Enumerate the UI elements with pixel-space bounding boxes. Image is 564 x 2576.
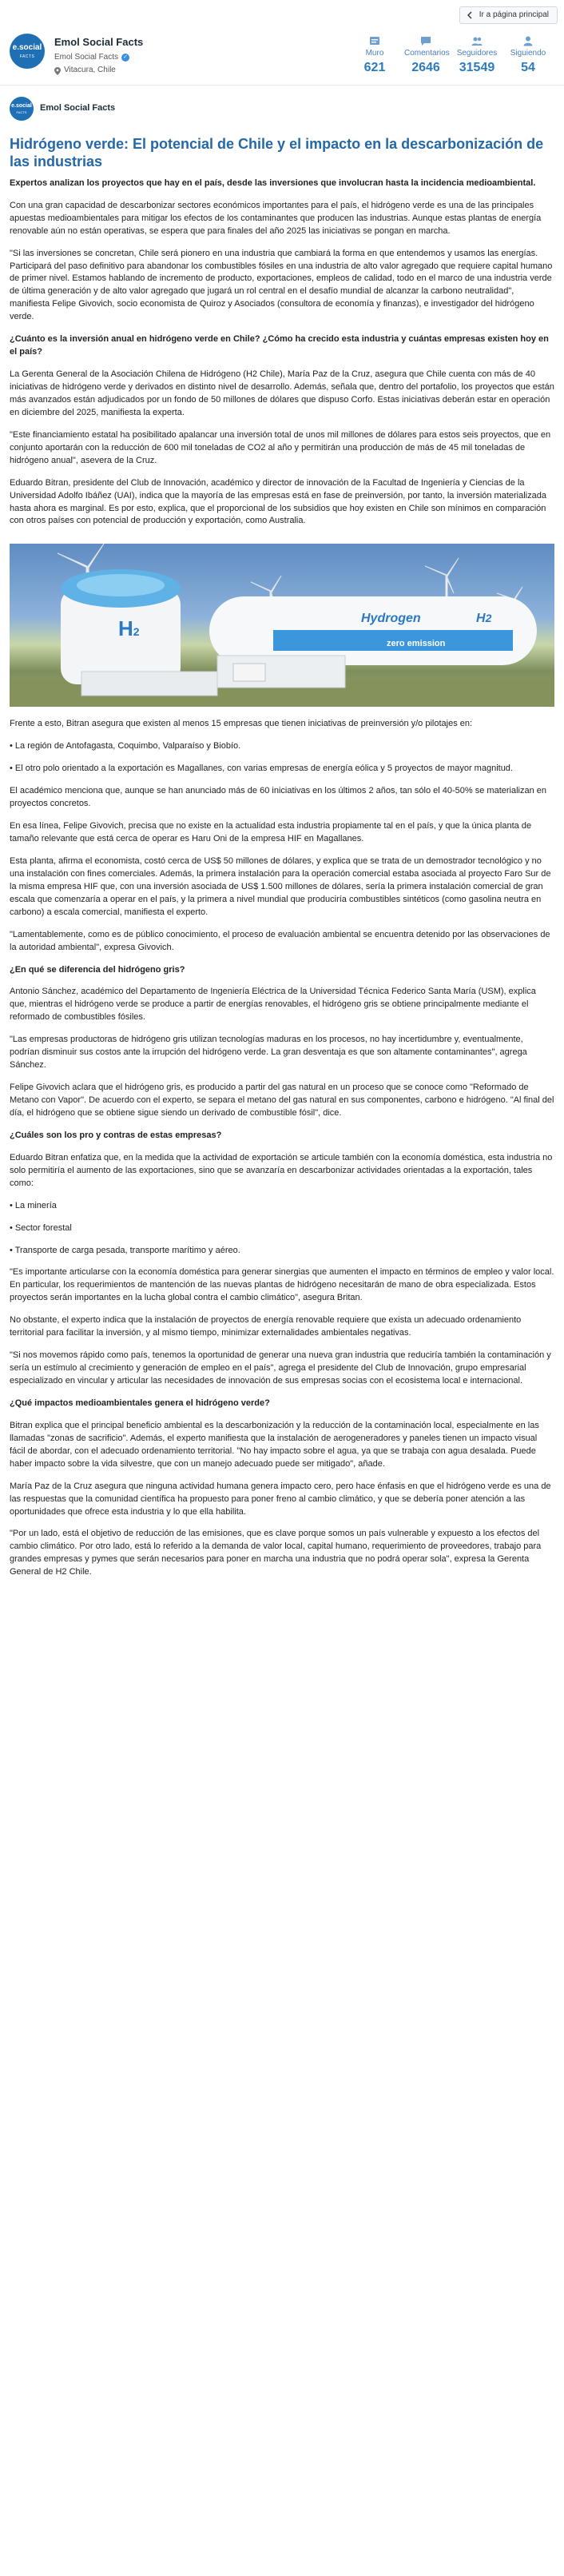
logo-subtext: FACTS — [19, 54, 35, 59]
logo-text: e.social — [11, 102, 32, 109]
paragraph: "Las empresas productoras de hidrógeno gris utilizan tecnologías maduras en los procesos, no hay incertidumbre y, eventualmente, podrían disminuir sus costos ante la irrupción del hidrógeno verde. La gran desventaja es que son altamente contaminantes", agrega Sánchez. — [10, 1035, 527, 1071]
paragraph: La Gerenta General de la Asociación Chilena de Hidrógeno (H2 Chile), María Paz de la Cruz, asegura que Chile cuenta con más de 40 iniciativas de hidrógeno verde y derivados en distinto nivel de desarrollo. Además, señala que, dentro del portafolio, los proyectos que están más avanzados están adjudicados por un fondo de 50 millones de dólares que dispuso Corfo. Estas iniciativas deberán estar en operación en diciembre del 2025, manifiesta la experta. — [10, 369, 554, 417]
location-pin-icon — [54, 67, 61, 75]
h2-label — [118, 614, 140, 644]
profile-logo[interactable] — [10, 34, 45, 69]
paragraph: Antonio Sánchez, académico del Departamento de Ingeniería Eléctrica de la Universidad Técnica Federico Santa María (USM), explica que, mientras el hidrógeno verde se produce a partir de energías renovables, el hidrógeno gris se obtiene principalmente mediante el reformado de combustibles fósiles. — [10, 987, 536, 1023]
paragraph: "Lamentablemente, como es de público conocimiento, el proceso de evaluación ambiental se encuentra detenido por las observaciones de la autoridad ambiental", expresa Givovich. — [10, 929, 550, 952]
paragraph: "Si las inversiones se concretan, Chile será pionero en una industria que cambiará la forma en que entendemos y usamos las energías. Participará del paso definitivo para abandonar los combustibles fósiles en una industria de alto valor agregado que requiere capital humano de primer nivel. Estamos hablando de incremento de producto, exportaciones, empleos de calidad, todo en el marco de una industria verde de última generación y de alto valor agregado que jugará un rol central en el desafío mundial de alcanzar la carbono neutralidad", manifiesta Felipe Givovich, socio economista de Quiroz y Asociados (consultora de economía y finanzas), e investigador del hidrógeno verde. — [10, 248, 553, 322]
article-lede: Expertos analizan los proyectos que hay en el país, desde las inversiones que involucran hasta la incidencia medioambiental. — [10, 177, 536, 188]
paragraph: Felipe Givovich aclara que el hidrógeno gris, es producido a partir del gas natural en un proceso que se conoce como "Reformado de Metano con Vapor". De acuerdo con el experto, se separa el metano del gas natural en sus componentes, carbono e hidrógeno. "Al final del día, el hidrógeno que se obtiene sigue siendo un derivado de combustible fósil", dice. — [10, 1083, 554, 1118]
followers-icon — [471, 35, 483, 46]
paragraph: El académico menciona que, aunque se han anunciado más de 60 iniciativas en los últimos 2 años, tan sólo el 40-50% se materializan en proyectos concretos. — [10, 786, 547, 809]
paragraph: "Este financiamiento estatal ha posibilitado apalancar una inversión total de unos mil millones de dólares para estos seis proyectos, que en conjunto aportarán con la reducción de 600 mil toneladas de CO2 al año y permitirán una producción de más de 45 mil toneladas de hidrógeno anual", asevera de la Cruz. — [10, 429, 551, 465]
post-author-avatar[interactable] — [10, 97, 34, 121]
article — [0, 127, 564, 1605]
hydrogen-illustration — [10, 544, 554, 707]
logo-subtext: FACTS — [16, 110, 27, 115]
tank-h-text: H — [476, 612, 486, 626]
paragraph: Frente a esto, Bitran asegura que existen al menos 15 empresas que tienen iniciativas de preinversión y/o pilotajes en: — [10, 719, 473, 729]
section-question: ¿Cuánto es la inversión anual en hidrógeno verde en Chile? ¿Cómo ha crecido esta industria y cuántas empresas existen hoy en el país? — [10, 334, 549, 357]
article-body-part2 — [10, 718, 554, 1579]
stat-value: 31549 — [459, 60, 495, 74]
stat-value: 2646 — [411, 60, 440, 74]
article-body-part1 — [10, 200, 554, 528]
stat-label: Seguidores — [456, 49, 498, 58]
paragraph: • La región de Antofagasta, Coquimbo, Valparaíso y Biobío. — [10, 741, 241, 752]
paragraph: • La minería — [10, 1200, 57, 1210]
profile-location: Vitacura, Chile — [64, 66, 116, 75]
paragraph: "Por un lado, está el objetivo de reducción de las emisiones, que es clave porque somos un país vulnerable y expuesto a los efectos del cambio climático. Por otro lado, está lo referido a la demanda de valor local, capital humano, requerimiento de proveedores, trabajo para grandes empresas y pymes que serán necesarios para poner en marcha una industria que no podrá operar sola", expresa la Gerenta General de H2 Chile. — [10, 1529, 542, 1577]
stat-value: 54 — [521, 60, 535, 74]
logo-text: e.social — [12, 43, 42, 53]
paragraph: No obstante, el experto indica que la instalación de proyectos de energía renovable requiere que exista un adecuado ordenamiento territorial para facilitar la inversión, y al mismo tiempo, minimizar externalidades ambientales negativas. — [10, 1315, 522, 1338]
section-question: ¿Cuáles son los pro y contras de estas empresas? — [10, 1130, 222, 1140]
profile-header — [0, 29, 564, 86]
comments-icon — [420, 35, 431, 46]
profile-stats — [353, 35, 550, 75]
following-icon — [522, 35, 534, 46]
stat-label: Muro — [365, 49, 384, 58]
profile-handle-row — [54, 52, 143, 64]
stat-wall[interactable] — [353, 35, 396, 75]
paragraph: En esa línea, Felipe Givovich, precisa que no existe en la actualidad esta industria propiamente tal en el país, y que la única planta de tamaño relevante que está cerca de operar es Haru Oni de la empresa HIF en Magallanes. — [10, 821, 532, 844]
h2-text: H — [118, 616, 133, 641]
paragraph: "Es importante articularse con la economía doméstica para generar sinergias que aumenten el impacto en términos de empleo y valor local. En particular, los requerimientos de mantención de las nuevas plantas de hidrógeno necesitarán de mano de obra especializada. Estos proyectos serán importantes en la lucha global contra el cambio climático", asegura Britan. — [10, 1267, 554, 1303]
profile-name: Emol Social Facts — [54, 36, 144, 48]
paragraph: • Sector forestal — [10, 1222, 72, 1233]
profile-handle: Emol Social Facts — [54, 52, 119, 62]
paragraph: • Transporte de carga pesada, transporte marítimo y aéreo. — [10, 1245, 240, 1255]
tank-h-subscript: 2 — [485, 612, 492, 625]
post-author[interactable]: Emol Social Facts — [40, 102, 116, 113]
stat-comments[interactable] — [404, 35, 450, 75]
paragraph: "Si nos movemos rápido como país, tenemos la oportunidad de generar una nueva gran industria que reduciría también la contaminación y sería un estímulo al crecimiento y generación de empleo en el país", agrega el presidente del Club de Innovación, grupo empresarial especializado en vincular y articular las necesidades de innovación de sus empresas socias con el ecosistema local e internacional. — [10, 1350, 551, 1386]
stat-value: 621 — [363, 60, 386, 74]
paragraph: Eduardo Bitran enfatiza que, en la medida que la actividad de exportación se articule también con la economía doméstica, esta industria no solo permitiría el aumento de las exportaciones, sino que se avanzaría en descarbonizar actividades orientadas a la exportación, tales como: — [10, 1152, 553, 1188]
paragraph: • El otro polo orientado a la exportación es Magallanes, con varias empresas de energía eólica y 5 proyectos de mayor magnitud. — [10, 764, 513, 774]
paragraph: Esta planta, afirma el economista, costó cerca de US$ 50 millones de dólares, y explica que se trata de un demostrador tecnológico y no una instalación con fines comerciales. Además, la primera instalación para la operación comercial estaba asociada al proyecto Faro Sur de la misma empresa HIF que, con una inversión asociada de US$ 1.500 millones de dólares, sería la primera instalación comercial de gran escala que comenzaría a operar en el país, y la primera a nivel mundial que produciría combustibles sintéticos (como gasolina neutra en carbono) a escala comercial, manifiesta el experto. — [10, 855, 551, 917]
section-question: ¿En qué se diferencia del hidrógeno gris? — [10, 964, 185, 975]
zero-emission-label: zero emission — [387, 639, 446, 649]
profile-location-row — [54, 65, 143, 77]
post-header — [0, 86, 564, 127]
profile-info — [54, 35, 143, 77]
go-to-homepage-button[interactable] — [459, 6, 558, 24]
wall-icon — [369, 35, 380, 46]
paragraph: María Paz de la Cruz asegura que ninguna actividad humana genera impacto cero, pero hace énfasis en que el hidrógeno verde es una de las respuestas que la comunidad científica ha propuesto para poner freno al cambio climático, y que se debería poner atención a las oportunidades que ofrece esta industria y lo que ella habilita. — [10, 1481, 551, 1517]
hydrogen-tank-h2-label — [476, 609, 491, 628]
stat-followers[interactable] — [455, 35, 498, 75]
verified-icon: ✓ — [121, 54, 129, 62]
arrow-left-icon — [467, 11, 475, 19]
stat-following[interactable] — [506, 35, 550, 75]
paragraph: Bitran explica que el principal beneficio ambiental es la descarbonización y la reducción de la contaminación local, especialmente en las llamadas "zonas de sacrificio". Además, el experto manifiesta que la instalación de aerogeneradores y paneles tienen un impacto visual fácil de abordar, con el adecuado ordenamiento territorial. "No hay impacto sobre el agua, ya que se trabaja con agua desalada. Puede haber impacto sobre la vida silvestre, que con un manejo adecuado puede ser mitigado", añade. — [10, 1420, 539, 1469]
paragraph: Eduardo Bitran, presidente del Club de Innovación, académico y director de innovación de la Facultad de Ingeniería y Ciencias de la Universidad Adolfo Ibáñez (UAI), indica que la mayoría de las empresas está en fase de preinversión, por tanto, la inversión materializada hasta ahora es marginal. Es por esto, explica, que el proporcional de los subsidios que hoy existen en Chile son mínimos en comparación con otros países con potencial de producción y exportación, como Australia. — [10, 477, 546, 526]
stat-label: Siguiendo — [510, 49, 546, 58]
h2-subscript: 2 — [133, 625, 140, 639]
hydrogen-image — [10, 544, 554, 707]
article-headline: Hidrógeno verde: El potencial de Chile y el impacto en la descarbonización de las industrias — [10, 135, 544, 170]
section-question: ¿Qué impactos medioambientales genera el hidrógeno verde? — [10, 1398, 270, 1408]
go-to-homepage-label: Ir a página principal — [479, 10, 549, 19]
paragraph: Con una gran capacidad de descarbonizar sectores económicos importantes para el país, el hidrógeno verde es una de las principales apuestas medioambientales para mitigar los efectos de los contaminantes que producen las industrias. Aunque estas plantas de energía renovable aún no están operativas, se espera que para finales del año 2025 las iniciativas se pongan en marcha. — [10, 200, 542, 236]
stat-label: Comentarios — [404, 49, 450, 58]
top-bar — [0, 0, 564, 29]
hydrogen-tank-label: Hydrogen — [361, 612, 421, 626]
